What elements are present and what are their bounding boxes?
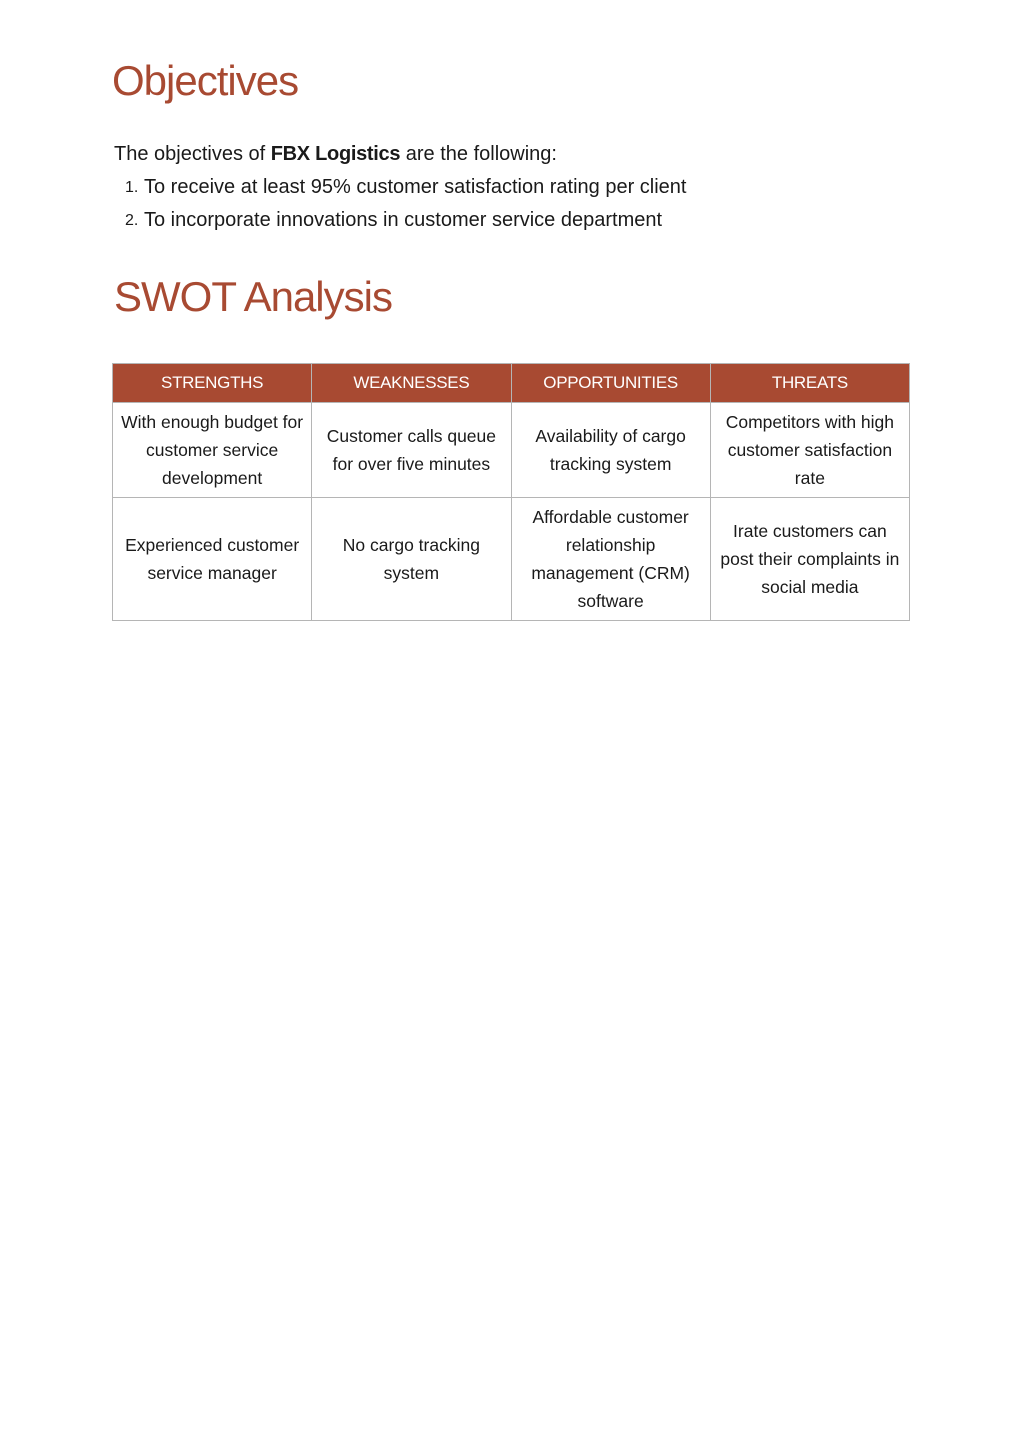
column-header-weaknesses: WEAKNESSES (312, 364, 511, 403)
opportunity-cell: Affordable customer relationship management (CRM) software (511, 498, 710, 621)
table-row (113, 403, 910, 498)
swot-header-row (113, 364, 910, 403)
weakness-cell: No cargo tracking system (312, 498, 511, 621)
weakness-cell: Customer calls queue for over five minutes (312, 403, 511, 498)
column-header-opportunities: OPPORTUNITIES (511, 364, 710, 403)
column-header-strengths: STRENGTHS (113, 364, 312, 403)
swot-table (112, 363, 910, 621)
table-row (113, 498, 910, 621)
objective-text: To receive at least 95% customer satisfaction rating per client (144, 176, 687, 198)
strength-cell: Experienced customer service manager (113, 498, 312, 621)
objectives-intro (114, 142, 557, 166)
objective-text: To incorporate innovations in customer service department (144, 209, 663, 231)
intro-text-before: The objectives of (114, 143, 271, 165)
threat-cell: Competitors with high customer satisfaction rate (710, 403, 909, 498)
swot-heading: SWOT Analysis (114, 273, 392, 320)
objective-number: 1. (125, 179, 139, 196)
strength-cell: With enough budget for customer service development (113, 403, 312, 498)
objectives-heading: Objectives (112, 57, 299, 104)
objective-number: 2. (125, 212, 139, 229)
company-name: FBX Logistics (270, 143, 401, 165)
threat-cell: Irate customers can post their complaints in social media (710, 498, 909, 621)
intro-text-after: are the following: (400, 143, 557, 165)
column-header-threats: THREATS (710, 364, 909, 403)
opportunity-cell: Availability of cargo tracking system (511, 403, 710, 498)
